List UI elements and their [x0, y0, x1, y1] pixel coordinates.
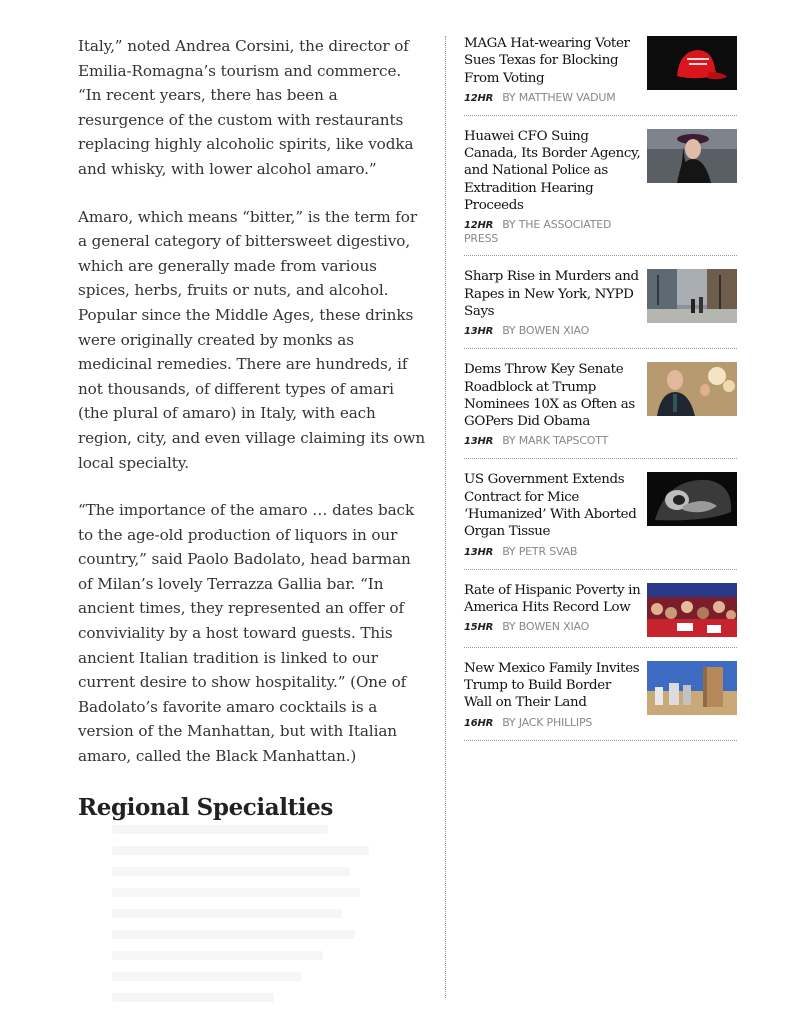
news-item-title[interactable]: Sharp Rise in Murders and Rapes in New York, NYPD Says — [464, 269, 639, 319]
border-wall-thumbnail[interactable] — [647, 661, 737, 715]
news-item-byline: BY THE ASSOCIATED PRESS — [464, 218, 612, 246]
news-item[interactable] — [464, 35, 737, 116]
news-item-time: 15HR — [464, 622, 494, 634]
ultrasound-thumbnail[interactable] — [647, 472, 737, 526]
news-item-byline: BY PETR SVAB — [502, 544, 578, 558]
article-paragraph: “The importance of the amaro … dates back to the age-old production of liquors in our country,” said Paolo Badolato, head barman of Milan’s lovely Terrazza Gallia bar. “In ancient times, they represented an offer of conviviality by a host toward guests. This ancient Italian tradition is linked to our current desire to show hospitality.” (One of Badolato’s favorite amaro cocktails is a version of the Manhattan, but with Italian amaro, called the Black Manhattan.) — [78, 501, 415, 766]
news-item-byline: BY BOWEN XIAO — [502, 620, 590, 634]
news-item[interactable] — [464, 582, 737, 648]
rally-crowd-thumbnail[interactable] — [647, 583, 737, 637]
news-item-time: 13HR — [464, 546, 494, 558]
news-item-byline: BY JACK PHILLIPS — [502, 715, 593, 729]
news-item[interactable] — [464, 361, 737, 459]
news-item-title[interactable]: Huawei CFO Suing Canada, Its Border Agency, and National Police as Extradition Hearing Proceeds — [464, 128, 641, 214]
news-item[interactable] — [464, 660, 737, 741]
faded-image-placeholder — [112, 825, 382, 1000]
news-item-time: 12HR — [464, 220, 494, 232]
news-item[interactable] — [464, 471, 737, 569]
news-item-byline: BY BOWEN XIAO — [502, 324, 590, 338]
news-item-time: 13HR — [464, 326, 494, 338]
red-maga-hat-thumbnail[interactable] — [647, 36, 737, 90]
woman-portrait-thumbnail[interactable] — [647, 129, 737, 183]
news-item-title[interactable]: MAGA Hat-wearing Voter Sues Texas for Blocking From Voting — [464, 36, 630, 86]
news-item-title[interactable]: New Mexico Family Invites Trump to Build Border Wall on Their Land — [464, 660, 640, 711]
senator-speaking-thumbnail[interactable] — [647, 362, 737, 416]
city-street-thumbnail[interactable] — [647, 269, 737, 323]
news-item-time: 13HR — [464, 436, 494, 448]
article-paragraph: Amaro, which means “bitter,” is the term for a general category of bittersweet digestivo, which are generally made from various spices, herbs, fruits or nuts, and alcohol. Popular since the Middle Ages, these drinks were originally created by monks as medicinal remedies. There are hundreds, if not thousands, of different types of amari (the plural of amaro) in Italy, with each region, city, and even village claiming its own local specialty. — [78, 207, 426, 472]
related-news-sidebar — [464, 35, 737, 753]
news-item-title[interactable]: Rate of Hispanic Poverty in America Hits Record Low — [464, 582, 641, 615]
news-item[interactable] — [464, 268, 737, 349]
news-item-title[interactable]: Dems Throw Key Senate Roadblock at Trump Nominees 10X as Often as GOPers Did Obama — [464, 362, 635, 430]
news-item-byline: BY MARK TAPSCOTT — [502, 434, 609, 448]
news-item[interactable] — [464, 128, 737, 256]
section-heading: Regional Specialties — [78, 793, 333, 821]
column-divider — [445, 36, 446, 998]
news-item-byline: BY MATTHEW VADUM — [502, 90, 616, 104]
news-item-time: 16HR — [464, 717, 494, 729]
article-body — [78, 34, 428, 820]
news-item-time: 12HR — [464, 92, 494, 104]
article-paragraph: Italy,” noted Andrea Corsini, the director of Emilia-Romagna’s tourism and commerce. “In recent years, there has been a resurgence of the custom with restaurants replacing highly alcoholic spirits, like vodka and whisky, with lower alcohol amaro.” — [78, 37, 414, 178]
news-item-title[interactable]: US Government Extends Contract for Mice ‘Humanized’ With Aborted Organ Tissue — [464, 472, 637, 540]
